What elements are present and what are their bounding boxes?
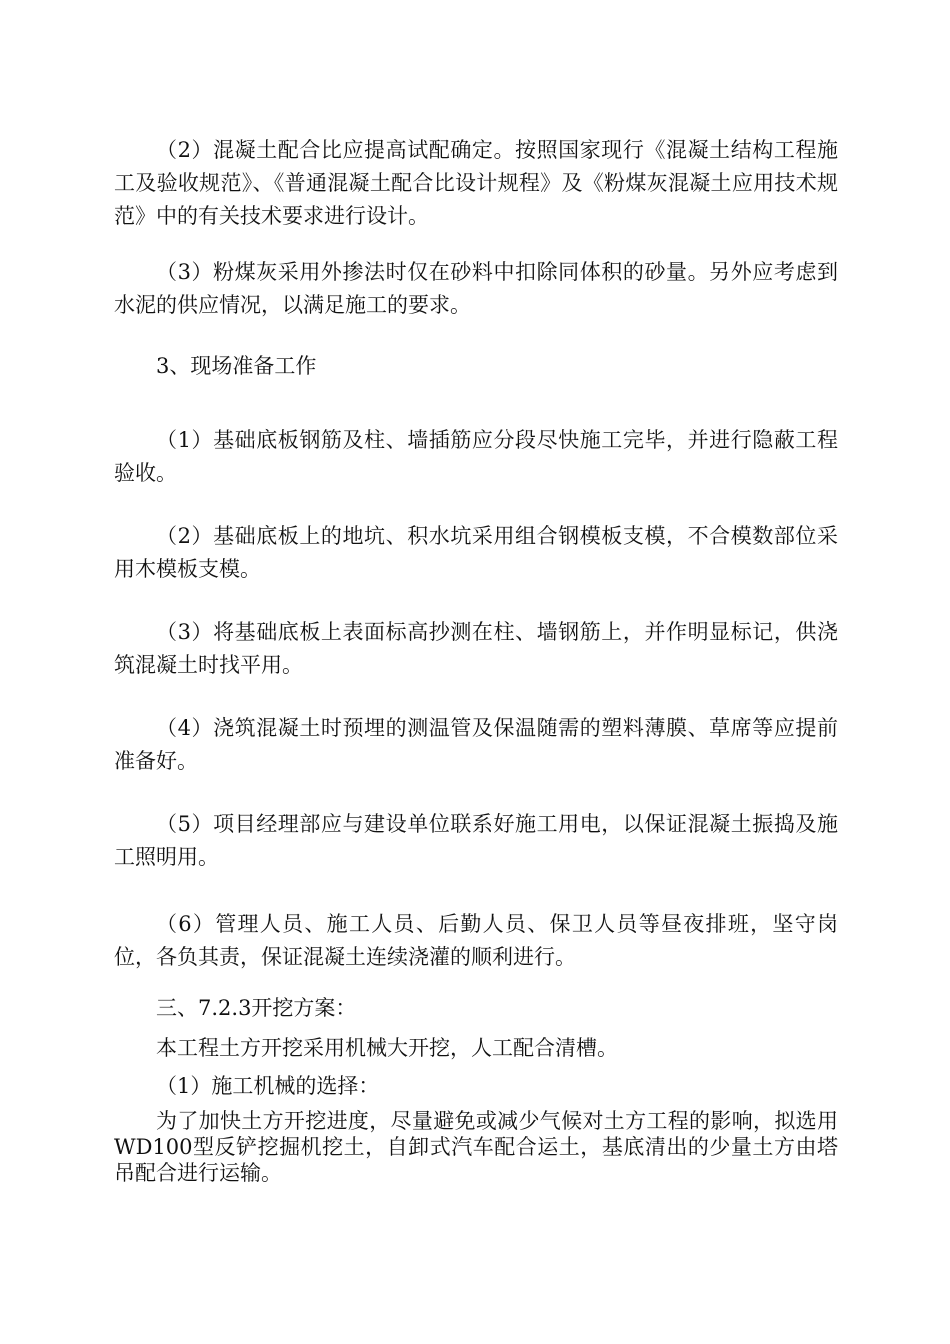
paragraph-machinery: 为了加快土方开挖进度，尽量避免或减少气候对土方工程的影响，拟选用WD100型反铲挖掘机挖土，自卸式汽车配合运土，基底清出的少量土方由塔吊配合进行运输。 [114, 1109, 838, 1185]
paragraph-rebar: （1）基础底板钢筋及柱、墙插筋应分段尽快施工完毕，并进行隐蔽工程验收。 [114, 428, 838, 485]
subheading-machinery-selection: （1）施工机械的选择： [156, 1074, 380, 1098]
paragraph-staffing: （6）管理人员、施工人员、后勤人员、保卫人员等昼夜排班，坚守岗位，各负其责，保证混凝土连续浇灌的顺利进行。 [114, 912, 838, 969]
paragraph-temperature-pipes: （4）浇筑混凝土时预埋的测温管及保温随需的塑料薄膜、草席等应提前准备好。 [114, 716, 838, 773]
paragraph-formwork: （2）基础底板上的地坑、积水坑采用组合钢模板支模，不合模数部位采用木模板支模。 [114, 524, 838, 581]
paragraph-excavation-method: 本工程土方开挖采用机械大开挖，人工配合清槽。 [156, 1036, 618, 1060]
paragraph-elevation-marking: （3）将基础底板上表面标高抄测在柱、墙钢筋上，并作明显标记，供浇筑混凝土时找平用。 [114, 620, 838, 677]
paragraph-fly-ash: （3）粉煤灰采用外掺法时仅在砂料中扣除同体积的砂量。另外应考虑到水泥的供应情况，以满足施工的要求。 [114, 260, 838, 317]
section-heading-site-preparation: 3、现场准备工作 [156, 354, 317, 378]
paragraph-power-supply: （5）项目经理部应与建设单位联系好施工用电，以保证混凝土振捣及施工照明用。 [114, 812, 838, 869]
section-heading-excavation-plan: 三、7.2.3开挖方案： [156, 996, 357, 1020]
paragraph-mix-ratio: （2）混凝土配合比应提高试配确定。按照国家现行《混凝土结构工程施工及验收规范》、《普通混凝土配合比设计规程》及《粉煤灰混凝土应用技术规范》中的有关技术要求进行设计。 [114, 138, 838, 228]
